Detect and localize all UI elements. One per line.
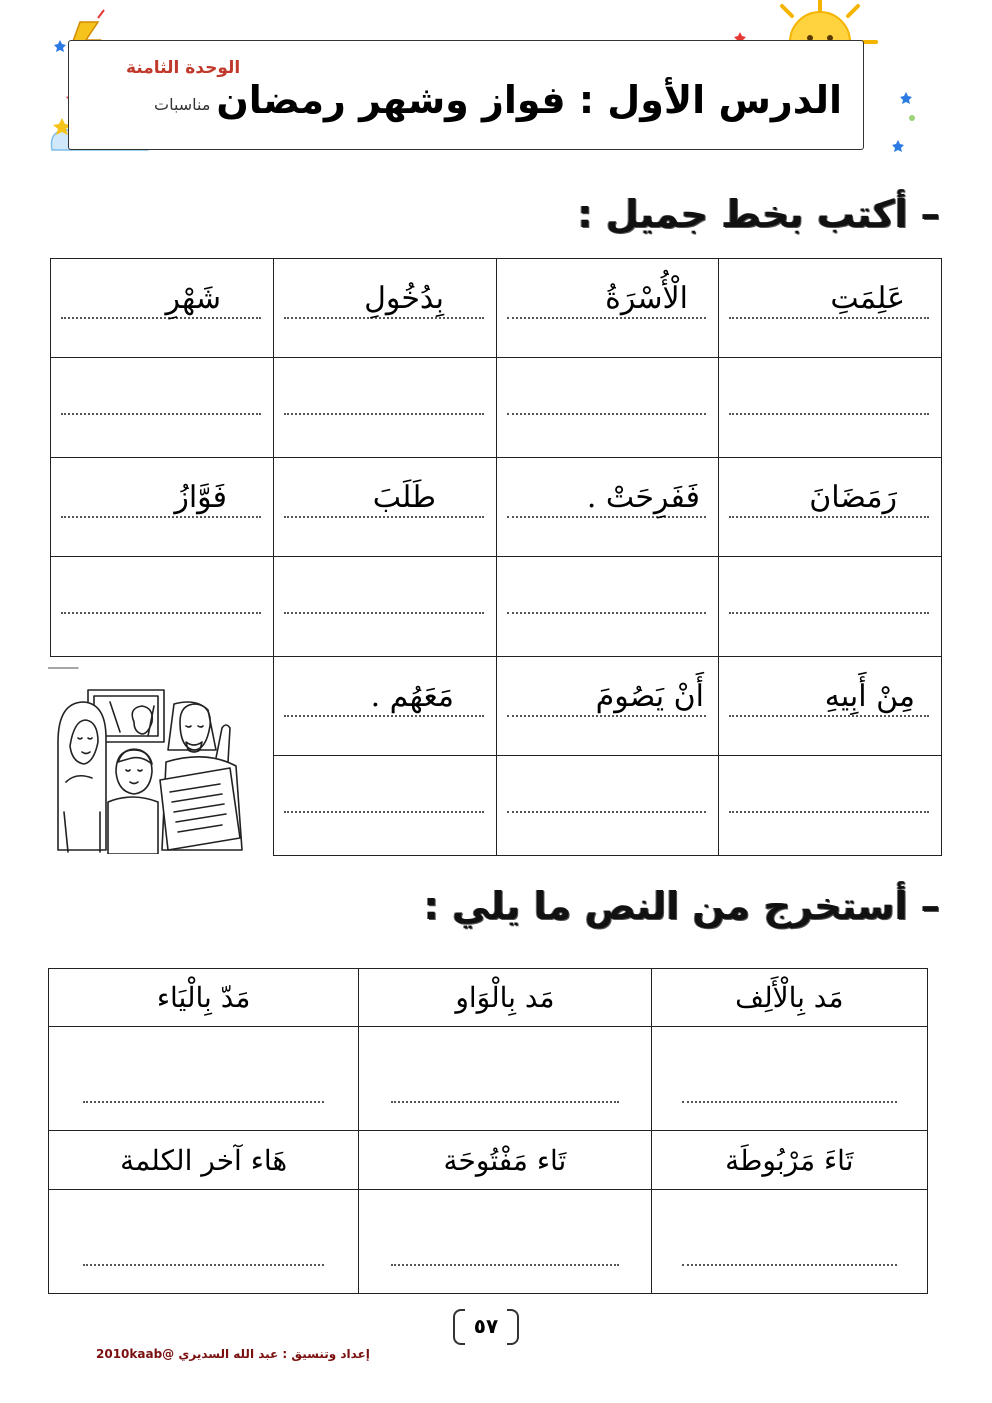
word-cell — [718, 656, 942, 756]
writing-line[interactable] — [729, 715, 929, 717]
word: مِنْ أَبِيهِ — [824, 679, 915, 714]
writing-cell[interactable] — [273, 357, 497, 458]
answer-cell[interactable] — [359, 1027, 651, 1131]
answer-cell[interactable] — [49, 1189, 359, 1293]
category-header: مَد بِالْوَاو — [359, 969, 651, 1027]
word: أَنْ يَصُومَ — [595, 679, 704, 714]
credits: إعداد وتنسيق : عبد الله السديري @2010kaab — [96, 1347, 370, 1361]
writing-cell[interactable] — [496, 357, 719, 458]
writing-line[interactable] — [507, 715, 706, 717]
category-header: مَدّ بِالْيَاء — [49, 969, 359, 1027]
writing-line[interactable] — [83, 1263, 324, 1266]
word-cell — [50, 457, 274, 557]
writing-line[interactable] — [729, 612, 929, 614]
writing-line[interactable] — [284, 715, 484, 717]
occasion-label: مناسبات — [154, 95, 211, 114]
writing-cell[interactable] — [718, 357, 942, 458]
family-illustration — [48, 662, 264, 854]
writing-line[interactable] — [284, 811, 484, 813]
word-cell — [496, 457, 719, 557]
word-cell — [718, 457, 942, 557]
writing-line[interactable] — [682, 1100, 897, 1103]
writing-line[interactable] — [682, 1263, 897, 1266]
writing-line[interactable] — [507, 317, 706, 319]
unit-label: الوحدة الثامنة — [126, 58, 241, 78]
writing-cell[interactable] — [50, 357, 274, 458]
writing-line[interactable] — [284, 317, 484, 319]
writing-line[interactable] — [507, 516, 706, 518]
word: الْأُسْرَةُ — [605, 281, 688, 316]
writing-line[interactable] — [507, 612, 706, 614]
writing-line[interactable] — [729, 317, 929, 319]
page-number: ٥٧ — [453, 1307, 519, 1345]
writing-line[interactable] — [284, 516, 484, 518]
category-header: هَاء آخر الكلمة — [49, 1131, 359, 1189]
lesson-title: الدرس الأول : فواز وشهر رمضان — [216, 78, 842, 122]
word: طَلَبَ — [372, 480, 436, 515]
answer-cell[interactable] — [651, 1027, 927, 1131]
answer-cell[interactable] — [651, 1189, 927, 1293]
writing-line[interactable] — [507, 811, 706, 813]
writing-line[interactable] — [729, 413, 929, 415]
writing-cell[interactable] — [273, 556, 497, 657]
word: شَهْرِ — [165, 281, 221, 316]
section2-title: – أستخرج من النص ما يلي : — [423, 884, 940, 928]
writing-cell[interactable] — [50, 556, 274, 657]
writing-line[interactable] — [729, 516, 929, 518]
word: مَعَهُم . — [370, 679, 454, 714]
writing-line[interactable] — [61, 612, 261, 614]
writing-line[interactable] — [729, 811, 929, 813]
word: عَلِمَتِ — [830, 281, 905, 316]
writing-line[interactable] — [284, 413, 484, 415]
word-cell — [50, 258, 274, 358]
word: رَمَضَانَ — [809, 480, 897, 515]
writing-line[interactable] — [83, 1100, 324, 1103]
category-header: مَد بِالْأَلِف — [651, 969, 927, 1027]
word-cell — [496, 656, 719, 756]
word-cell — [718, 258, 942, 358]
answer-cell[interactable] — [359, 1189, 651, 1293]
writing-line[interactable] — [61, 413, 261, 415]
writing-line[interactable] — [391, 1100, 618, 1103]
category-header: تَاء مَفْتُوحَة — [359, 1131, 651, 1189]
writing-line[interactable] — [61, 516, 261, 518]
word: بِدُخُولِ — [364, 281, 444, 316]
word: فَفَرِحَتْ . — [586, 480, 700, 515]
writing-line[interactable] — [507, 413, 706, 415]
word-cell — [273, 656, 497, 756]
writing-line[interactable] — [284, 612, 484, 614]
writing-cell[interactable] — [496, 556, 719, 657]
writing-cell[interactable] — [718, 556, 942, 657]
answer-cell[interactable] — [49, 1027, 359, 1131]
word-cell — [273, 258, 497, 358]
category-header: تَاءَ مَرْبُوطَة — [651, 1131, 927, 1189]
word: فَوَّازُ — [174, 480, 227, 515]
section1-title: – أكتب بخط جميل : — [577, 192, 940, 236]
writing-line[interactable] — [61, 317, 261, 319]
writing-cell[interactable] — [496, 755, 719, 856]
writing-cell[interactable] — [273, 755, 497, 856]
word-cell — [273, 457, 497, 557]
extraction-table — [48, 968, 928, 1294]
word-cell — [496, 258, 719, 358]
writing-line[interactable] — [391, 1263, 618, 1266]
writing-cell[interactable] — [718, 755, 942, 856]
